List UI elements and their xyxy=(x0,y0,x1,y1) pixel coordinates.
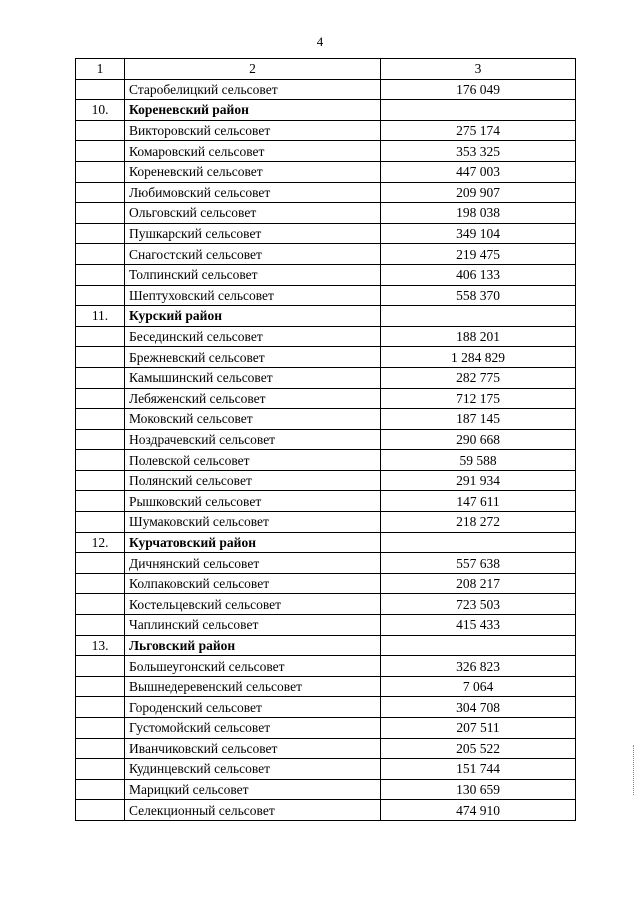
council-name-cell: Старобелицкий сельсовет xyxy=(125,79,381,100)
council-name-cell: Шептуховский сельсовет xyxy=(125,285,381,306)
table-row xyxy=(76,141,576,162)
council-name-cell: Густомойский сельсовет xyxy=(125,718,381,739)
amount-cell xyxy=(381,306,576,327)
table-row xyxy=(76,388,576,409)
district-name-cell: Льговский район xyxy=(125,635,381,656)
amount-cell: 290 668 xyxy=(381,429,576,450)
council-name-cell: Бесединский сельсовет xyxy=(125,326,381,347)
row-number-cell xyxy=(76,244,125,265)
council-name-cell: Лебяженский сельсовет xyxy=(125,388,381,409)
table-row xyxy=(76,120,576,141)
amount-cell: 304 708 xyxy=(381,697,576,718)
row-number-cell xyxy=(76,656,125,677)
council-name-cell: Ольговский сельсовет xyxy=(125,203,381,224)
council-name-cell: Любимовский сельсовет xyxy=(125,182,381,203)
district-row xyxy=(76,635,576,656)
district-row xyxy=(76,306,576,327)
amount-cell: 291 934 xyxy=(381,470,576,491)
council-name-cell: Полевской сельсовет xyxy=(125,450,381,471)
council-name-cell: Викторовский сельсовет xyxy=(125,120,381,141)
table-row xyxy=(76,676,576,697)
amount-cell: 7 064 xyxy=(381,676,576,697)
row-number-cell xyxy=(76,800,125,821)
row-number-cell xyxy=(76,285,125,306)
amount-cell: 558 370 xyxy=(381,285,576,306)
table-row xyxy=(76,738,576,759)
table-row xyxy=(76,203,576,224)
amount-cell: 1 284 829 xyxy=(381,347,576,368)
council-name-cell: Пушкарский сельсовет xyxy=(125,223,381,244)
district-row xyxy=(76,100,576,121)
row-number-cell xyxy=(76,759,125,780)
row-number-cell xyxy=(76,79,125,100)
table-row xyxy=(76,244,576,265)
amount-cell: 326 823 xyxy=(381,656,576,677)
row-number-cell xyxy=(76,718,125,739)
row-number-cell xyxy=(76,367,125,388)
page-number: 4 xyxy=(316,34,324,49)
council-name-cell: Шумаковский сельсовет xyxy=(125,512,381,533)
table-row xyxy=(76,409,576,430)
row-number-cell xyxy=(76,553,125,574)
council-name-cell: Толпинский сельсовет xyxy=(125,264,381,285)
amount-cell: 275 174 xyxy=(381,120,576,141)
amount-cell: 147 611 xyxy=(381,491,576,512)
council-name-cell: Селекционный сельсовет xyxy=(125,800,381,821)
amount-cell: 188 201 xyxy=(381,326,576,347)
row-number-cell xyxy=(76,141,125,162)
council-name-cell: Камышинский сельсовет xyxy=(125,367,381,388)
row-number-cell xyxy=(76,203,125,224)
district-name-cell: Курчатовский район xyxy=(125,532,381,553)
council-name-cell: Колпаковский сельсовет xyxy=(125,573,381,594)
council-name-cell: Большеугонский сельсовет xyxy=(125,656,381,677)
scan-edge-marks xyxy=(633,745,636,795)
council-name-cell: Городенский сельсовет xyxy=(125,697,381,718)
table-row xyxy=(76,326,576,347)
council-name-cell: Костельцевский сельсовет xyxy=(125,594,381,615)
row-number-cell xyxy=(76,409,125,430)
table-row xyxy=(76,512,576,533)
row-number-cell xyxy=(76,676,125,697)
council-name-cell: Полянский сельсовет xyxy=(125,470,381,491)
allocation-table xyxy=(75,58,576,821)
row-number-cell: 13. xyxy=(76,635,125,656)
amount-cell: 176 049 xyxy=(381,79,576,100)
table-row xyxy=(76,161,576,182)
council-name-cell: Марицкий сельсовет xyxy=(125,779,381,800)
table-row xyxy=(76,553,576,574)
district-name-cell: Кореневский район xyxy=(125,100,381,121)
council-name-cell: Чаплинский сельсовет xyxy=(125,615,381,636)
council-name-cell: Моковский сельсовет xyxy=(125,409,381,430)
table-row xyxy=(76,800,576,821)
amount-cell: 712 175 xyxy=(381,388,576,409)
council-name-cell: Снагостский сельсовет xyxy=(125,244,381,265)
row-number-cell xyxy=(76,161,125,182)
amount-cell: 447 003 xyxy=(381,161,576,182)
table-row xyxy=(76,264,576,285)
row-number-cell xyxy=(76,615,125,636)
amount-cell: 415 433 xyxy=(381,615,576,636)
council-name-cell: Брежневский сельсовет xyxy=(125,347,381,368)
amount-cell: 282 775 xyxy=(381,367,576,388)
row-number-cell xyxy=(76,470,125,491)
amount-cell xyxy=(381,635,576,656)
table-header-row xyxy=(76,59,576,80)
row-number-cell xyxy=(76,491,125,512)
amount-cell: 209 907 xyxy=(381,182,576,203)
amount-cell: 557 638 xyxy=(381,553,576,574)
table-row xyxy=(76,285,576,306)
table-row xyxy=(76,615,576,636)
table-row xyxy=(76,223,576,244)
header-col-2: 2 xyxy=(125,59,381,80)
amount-cell: 349 104 xyxy=(381,223,576,244)
header-col-3: 3 xyxy=(381,59,576,80)
council-name-cell: Рышковский сельсовет xyxy=(125,491,381,512)
amount-cell xyxy=(381,532,576,553)
row-number-cell xyxy=(76,779,125,800)
council-name-cell: Дичнянский сельсовет xyxy=(125,553,381,574)
amount-cell: 151 744 xyxy=(381,759,576,780)
council-name-cell: Кудинцевский сельсовет xyxy=(125,759,381,780)
amount-cell: 208 217 xyxy=(381,573,576,594)
council-name-cell: Вышнедеревенский сельсовет xyxy=(125,676,381,697)
row-number-cell xyxy=(76,388,125,409)
district-row xyxy=(76,532,576,553)
district-name-cell: Курский район xyxy=(125,306,381,327)
table-row xyxy=(76,450,576,471)
row-number-cell xyxy=(76,429,125,450)
row-number-cell xyxy=(76,264,125,285)
table-row xyxy=(76,429,576,450)
row-number-cell xyxy=(76,594,125,615)
amount-cell: 474 910 xyxy=(381,800,576,821)
table-row xyxy=(76,347,576,368)
table-row xyxy=(76,367,576,388)
amount-cell: 207 511 xyxy=(381,718,576,739)
amount-cell: 130 659 xyxy=(381,779,576,800)
row-number-cell xyxy=(76,347,125,368)
table-row xyxy=(76,779,576,800)
table-row xyxy=(76,656,576,677)
table-body xyxy=(76,79,576,820)
row-number-cell xyxy=(76,450,125,471)
amount-cell: 406 133 xyxy=(381,264,576,285)
header-col-1: 1 xyxy=(76,59,125,80)
amount-cell: 205 522 xyxy=(381,738,576,759)
table-row xyxy=(76,470,576,491)
amount-cell: 218 272 xyxy=(381,512,576,533)
amount-cell: 723 503 xyxy=(381,594,576,615)
council-name-cell: Комаровский сельсовет xyxy=(125,141,381,162)
amount-cell: 198 038 xyxy=(381,203,576,224)
table-row xyxy=(76,759,576,780)
row-number-cell xyxy=(76,697,125,718)
row-number-cell xyxy=(76,573,125,594)
table-row xyxy=(76,573,576,594)
amount-cell: 59 588 xyxy=(381,450,576,471)
table-row xyxy=(76,594,576,615)
council-name-cell: Иванчиковский сельсовет xyxy=(125,738,381,759)
council-name-cell: Кореневский сельсовет xyxy=(125,161,381,182)
amount-cell: 187 145 xyxy=(381,409,576,430)
table-row xyxy=(76,491,576,512)
amount-cell: 219 475 xyxy=(381,244,576,265)
row-number-cell xyxy=(76,738,125,759)
row-number-cell xyxy=(76,182,125,203)
table-row xyxy=(76,79,576,100)
row-number-cell: 10. xyxy=(76,100,125,121)
table-row xyxy=(76,697,576,718)
table-row xyxy=(76,182,576,203)
row-number-cell xyxy=(76,326,125,347)
row-number-cell xyxy=(76,223,125,244)
council-name-cell: Ноздрачевский сельсовет xyxy=(125,429,381,450)
row-number-cell: 11. xyxy=(76,306,125,327)
row-number-cell xyxy=(76,120,125,141)
row-number-cell xyxy=(76,512,125,533)
amount-cell xyxy=(381,100,576,121)
row-number-cell: 12. xyxy=(76,532,125,553)
amount-cell: 353 325 xyxy=(381,141,576,162)
table-row xyxy=(76,718,576,739)
